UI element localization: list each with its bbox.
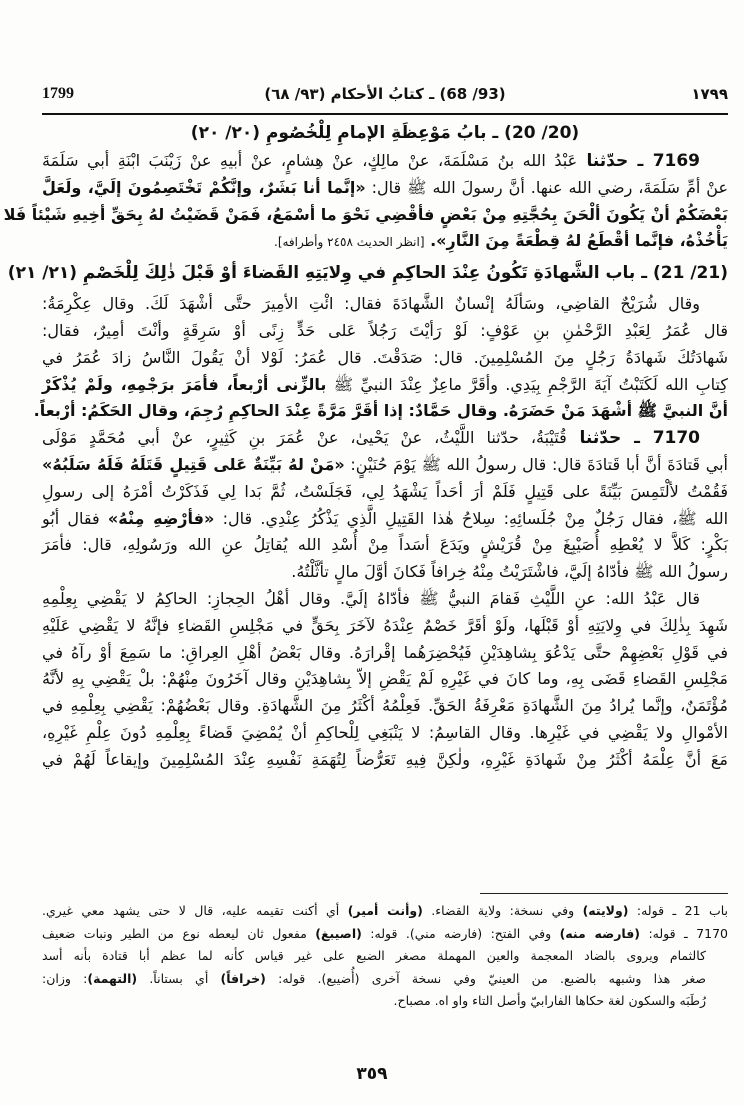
running-title: (93/ 68) ـ كتابُ الأحكام (٩٣/ ٦٨) [264,85,506,103]
text-line [42,175,728,202]
header-rule [42,113,728,115]
text-line [42,291,728,318]
footnote-segment: كالثمام ويروى بالضاد المعجمة والعين المهملة مصغر الضبع على غير قياس كأنه لما عظم أبا قتادة بأنه أسد [42,948,706,964]
text-segment: أنَّ النبيَّ ﷺ أشْهَدَ مَنْ حَضَرَهُ. وقال حَمَّادٌ: إذا أقَرَّ مَرَّةً عِنْدَ الحاكِمِ رُجِمَ، وقال الحَكَمُ: أرْبعاً. [33,401,728,421]
text-segment: وقال شُرَيْحٌ القاضِي، وسَألَهُ إنْسانٌ الشَّهادَةَ فقال: ائْتِ الأمِيرَ حتَّى أشْهَدَ لَكَ. وقال عِكْرِمَةُ: [42,294,700,314]
footnote-line [42,945,728,968]
text-segment: شَهادَتُكَ شَهادَةُ رَجُلٍ مِنَ المُسْلِمِينَ. قال: صَدَقْتَ. قال عُمَرُ: لَوْلا أنْ يَقُولَ النَّاسُ زادَ عُمَرُ في [42,347,728,367]
text-segment: قال عَبْدُ الله: عنِ اللَّيْثِ فَقامَ النبيُّ ﷺ فأدّاهُ إلَيَّ. وقال أهْلُ الحِجازِ: الحاكِمُ لا يَقْضِي بِعِلْمِهِ [42,588,700,608]
text-segment: مَعَ أنَّ عِلْمَهُ أكْثَرُ مِنْ شَهادَةِ غَيْرِهِ، ولٰكِنَّ فِيهِ تَعَرُّضاً لِتُهَمَةِ نَفْسِهِ عِنْدَ المُسْلِمِينَ وإيقاعاً لَهُمْ في [42,749,728,769]
page-number-arabic: ١٧٩٩ [691,85,728,103]
text-segment: شَهِدَ بِذٰلِكَ في وِلايَتِهِ أوْ قَبْلَها، ولَوْ أقَرَّ خَصْمٌ عِنْدَهُ لآخَرَ بِحَقٍّ في مَجْلِسِ القَضاءِ فإنَّهُ لا يَقْضِي عَلَيْهِ [42,615,728,635]
footnote-segment: وفي نسخة: ولاية القضاء. [422,903,583,918]
hadith-number: 7169 ـ حدّثنا [577,151,701,171]
page-number-footer: ٣٥٩ [356,1064,388,1084]
text-segment: «إنَّما أنا بَشَرٌ، وإنَّكُمْ تَخْتَصِمُونَ إلَيَّ، ولَعَلَّ [42,177,366,197]
text-line [42,148,728,175]
text-line [42,693,728,720]
text-segment: عنْ أمِّ سَلَمَةَ، رضي الله عنها. أنَّ رسولَ الله ﷺ قال: [365,177,728,197]
cross-reference: [انظر الحديث ٢٤٥٨ وأطرافه]. [274,235,425,250]
text-segment: مَجْلِسِ القَضاءِ قَضَى بِهِ، وما كانَ في غَيْرِهِ لَمْ يَقْضِ إلاّ بِشاهِدَيْنِ وقال آخَرُونَ مِنْهُمْ: بلْ يَقْضِي بِهِ لأنَّهُ [42,669,728,689]
text-segment: فقال أبُو [42,508,108,528]
footnote-segment: 7170 ـ قوله: [639,925,728,941]
footnote-line [42,923,728,946]
text-segment: رسولُ الله ﷺ فأدّاهُ إلَيَّ، فاشْتَرَيْتُ مِنْهُ خِرافاً فَكانَ أوَّلَ مالٍ تأثَّلْتُهُ. [291,562,728,582]
text-line [42,640,728,667]
text-segment: «مَنْ لهُ بَيِّنَةٌ عَلى قَتِيلٍ قَتَلَهُ فَلَهُ سَلَبُهُ» [42,454,345,474]
main-text [3,118,729,774]
text-segment: كِتابِ الله لَكَتَبْتُ آيَةَ الرَّجْمِ بِيَدِي. وأقَرَّ ماعِزٌ عِنْدَ النبيِّ ﷺ [326,374,728,394]
text-line [42,425,728,452]
footnote-segment: (اصيبغ) [315,925,362,941]
text-line [33,398,728,425]
hadith-number: 7170 ـ حدّثنا [566,428,701,449]
chapter-heading: (21/ 21) ـ باب الشَّهادَةِ تَكُونُ عِنْدَ الحاكِمِ في وِلايَتِهِ القَضاءَ أوْ قَبْلَ ذٰلِكَ لِلْخَصْمِ (٢١/ ٢١) [7,263,728,284]
footnotes [42,900,728,1013]
footnote-segment: (فارضه منه) [559,925,640,941]
footnote-line [42,990,728,1013]
text-segment: يَأْخُذْهُ، فإنَّما أقْطَعُ لهُ قِطْعَةً مِنَ النَّارِ». [424,231,728,251]
text-line [42,318,728,345]
text-line [42,372,728,399]
page-number-latin: 1799 [42,85,74,102]
footnote-segment: (ولايته) [582,903,629,918]
text-line [42,228,728,255]
text-segment: عَبْدُ الله بنُ مَسْلَمَةَ، عنْ مالِكٍ، عنْ هِشامٍ، عنْ أبيهِ عنْ زَيْنَبَ ابْنَةِ أبي سَلَمَةَ [42,151,578,170]
text-segment: «فأرْضِهِ مِنْهُ» [107,508,215,528]
text-line [42,479,728,506]
text-line [3,202,728,229]
text-segment: الأمْوالِ ولا يَقْضِي في غَيْرِها. وقال القاسِمُ: لا يَنْبَغِي لِلْحاكِمِ أنْ يُمْضِيَ قَضاءً بِعِلْمِهِ دُونَ عِلْمِ غَيْرِهِ، [42,722,728,742]
footnote-segment: وفي الفتح: (فارضه مني). قوله: [361,925,560,941]
footnote-segment: مفعول ثان ليعطه نوع من الطير ونبات ضعيف [42,925,316,941]
footnote-segment: أي أكنت تقيمه عليه، قال لا حتى يشهد معي غيري. [42,903,348,918]
text-segment: أبي قَتادَةَ أنَّ أبا قَتادَةَ قال: قال رسولُ الله ﷺ يَوْمَ حُنَيْنٍ: [344,454,728,474]
text-segment: بالزِّنى أرْبعاً، فأمَرَ برَجْمِهِ، ولَمْ يُذْكَرْ [42,374,327,394]
text-segment: مُؤْتَمَنٌ، وإنَّما يُرادُ مِنَ الشَّهادَةِ مَعْرِفَةُ الحَقِّ. فَعِلْمُهُ أكْثَرُ مِنَ الشَّهادَةِ. وقال بَعْضُهُمْ: يَقْضِي بِعِلْمِهِ في [42,696,728,716]
text-segment: قال عُمَرُ لِعَبْدِ الرَّحْمٰنِ بنِ عَوْفٍ: لَوْ رَأيْتَ رَجُلاً عَلى حَدٍّ زِنًى أوْ سَرِقَةٍ وأنْتَ أمِيرٌ، فقال: [42,320,728,340]
footnote-segment: (خرافاً) [220,970,266,986]
text-line [42,452,728,479]
footnote-segment: (التهمة) [87,970,138,986]
text-segment: فَقُمْتُ لألْتَمِسَ بَيِّنَةً على قَتِيلٍ فَلَمْ أرَ أحَداً يَشْهَدُ لِي، فَجَلَسْتُ، ثُمَّ بَدا لِي فَذَكَرْتُ أمْرَهُ إلى رسولِ [42,481,728,501]
footnote-segment: باب 21 ـ قوله: [628,903,728,918]
footnote-line [42,900,728,923]
footnote-segment: صغر هذا وشبهه بالضبع. من العينيّ وفي نسخة آخرى (أُضيبع). قوله: [265,970,706,986]
footnote-segment: : وزان: [42,970,88,986]
chapter-heading: (20/ 20) ـ بابُ مَوْعِظَةِ الإمامِ لِلْخُصُومِ (٢٠/ ٢٠) [190,123,580,143]
text-segment: الله ﷺ، فقال رَجُلٌ مِنْ جُلَسائِهِ: سِلاحُ هٰذا القَتِيلِ الَّذِي يَذْكُرُ عِنْدِي. قال: [214,508,729,528]
text-line [42,720,728,747]
running-header [42,85,728,109]
text-segment: بَعْضَكُمْ أنْ يَكُونَ ألْحَنَ بِحُجَّتِهِ مِنْ بَعْضٍ فأقْضِي نَحْوَ ما أسْمَعُ، فَمَنْ قَضَيْتُ لهُ بِحَقِّ أخِيهِ شَيْئاً فَلا [3,204,728,224]
text-line [42,613,728,640]
footnote-segment: أي بستاناً. [137,970,221,986]
text-line [42,506,728,533]
footnote-rule [480,893,728,894]
text-line [42,586,728,613]
footnote-segment: رُطَبَه والسكون لغة حكاها الفارابيّ وأصل التاء واو اه. مصباح. [393,993,706,1009]
footnote-line [42,968,728,991]
text-segment: في قَوْلِ بَعْضِهِمْ حتَّى يَدْعُوَ بِشاهِدَيْنِ فَيُحْضِرَهُما إقْرارَهُ. وقال بَعْضُ أهْلِ العِراقِ: ما سَمِعَ أوْ رآهُ في [42,642,728,662]
text-line [42,559,728,586]
text-line [42,345,728,372]
text-line [42,666,728,693]
footnote-segment: (وأنت أمير) [347,903,423,918]
text-segment: بَكْرٍ: كَلاَّ لا يُعْطِهِ أُصَيْبِغَ مِنْ قُرَيْشٍ ويَدَعَ أسَداً مِنْ أُسْدِ الله يُقاتِلُ عنِ الله ورَسُولِهِ، قال: فأمَرَ [42,535,728,555]
text-line [42,747,728,774]
text-segment: قُتَيْبَةُ، حدّثنا اللَّيْثُ، عنْ يَحْيىٰ، عنْ عُمَرَ بنِ كَثِيرٍ، عنْ أبي مُحَمَّدٍ مَوْلَى [42,428,567,448]
text-line [42,532,728,559]
